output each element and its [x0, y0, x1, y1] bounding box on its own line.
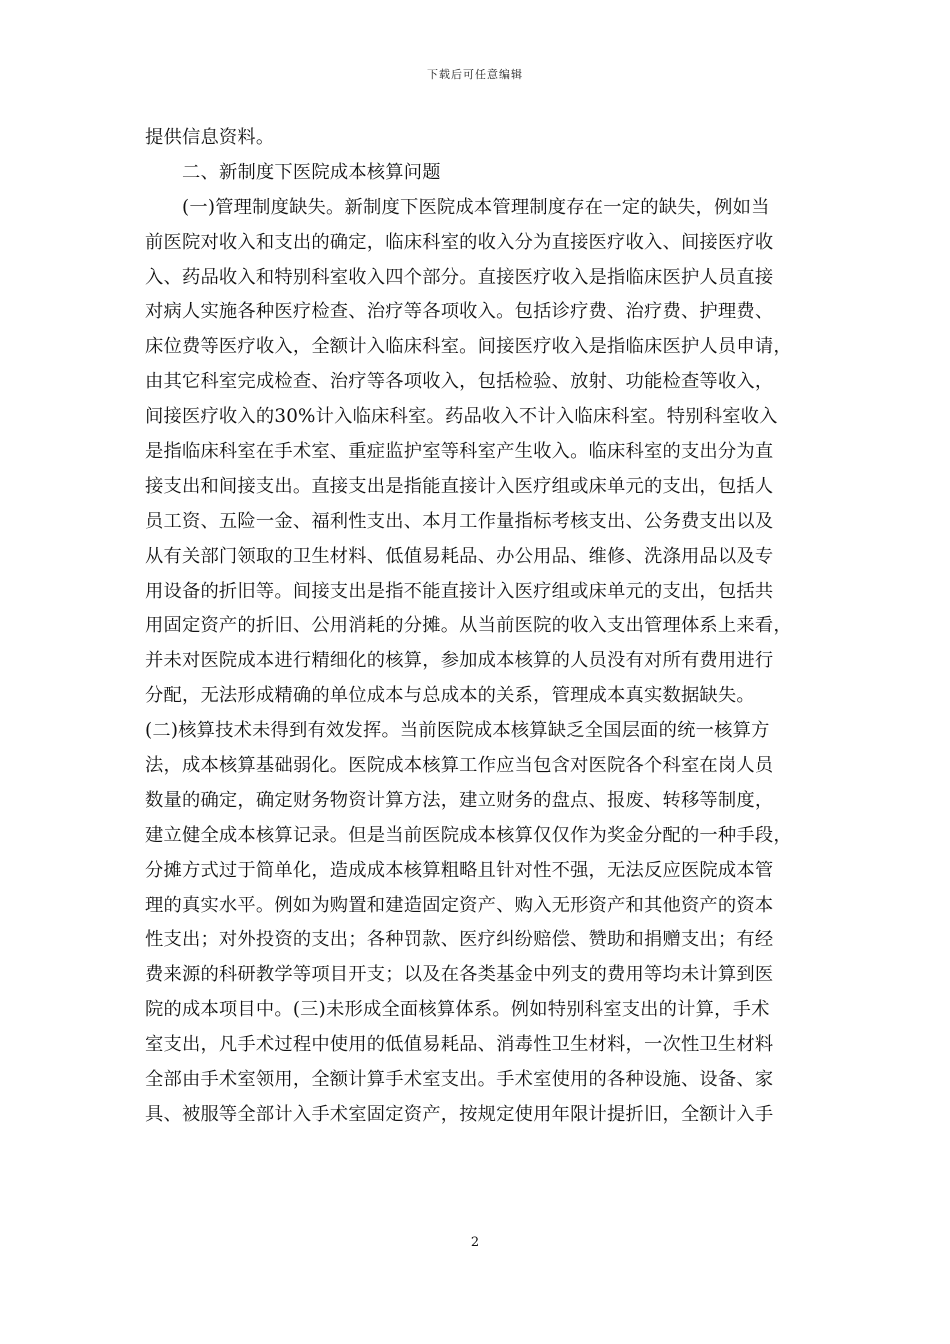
text-line: 建立健全成本核算记录。但是当前医院成本核算仅仅作为奖金分配的一种手段， — [145, 824, 792, 846]
text-line: 提供信息资料。 — [145, 127, 275, 148]
document-body — [145, 121, 812, 1133]
text-line: 全部由手术室领用，全额计算手术室支出。手术室使用的各种设施、设备、家 — [145, 1069, 774, 1091]
text-line: 院的成本项目中。(三)未形成全面核算体系。例如特别科室支出的计算，手术 — [145, 999, 770, 1021]
text-line: 费来源的科研教学等项目开支；以及在各类基金中列支的费用等均未计算到医 — [145, 964, 774, 986]
text-line: 床位费等医疗收入，全额计入临床科室。间接医疗收入是指临床医护人员申请， — [145, 336, 792, 358]
text-line: 具、被服等全部计入手术室固定资产，按规定使用年限计提折旧，全额计入手 — [145, 1103, 774, 1125]
text-line: 间接医疗收入的30%计入临床科室。药品收入不计入临床科室。特别科室收入 — [145, 406, 778, 428]
text-line: 性支出；对外投资的支出；各种罚款、医疗纠纷赔偿、赞助和捐赠支出；有经 — [145, 929, 774, 951]
text-line: 分配，无法形成精确的单位成本与总成本的关系，管理成本真实数据缺失。 — [145, 685, 755, 707]
section-heading: 二、新制度下医院成本核算问题 — [182, 161, 441, 183]
text-line: 员工资、五险一金、福利性支出、本月工作量指标考核支出、公务费支出以及 — [145, 510, 774, 532]
text-line: 入、药品收入和特别科室收入四个部分。直接医疗收入是指临床医护人员直接 — [145, 266, 774, 288]
text-line: 从有关部门领取的卫生材料、低值易耗品、办公用品、维修、洗涤用品以及专 — [145, 545, 774, 567]
text-line: 分摊方式过于简单化，造成成本核算粗略且针对性不强，无法反应医院成本管 — [145, 859, 774, 881]
page-number: 2 — [470, 1235, 480, 1250]
text-line: 由其它科室完成检查、治疗等各项收入，包括检验、放射、功能检查等收入， — [145, 371, 774, 393]
text-line: 用设备的折旧等。间接支出是指不能直接计入医疗组或床单元的支出，包括共 — [145, 580, 774, 602]
text-line: 理的真实水平。例如为购置和建造固定资产、购入无形资产和其他资产的资本 — [145, 894, 774, 916]
text-line: 室支出，凡手术过程中使用的低值易耗品、消毒性卫生材料，一次性卫生材料 — [145, 1034, 774, 1056]
text-line: (二)核算技术未得到有效发挥。当前医院成本核算缺乏全国层面的统一核算方 — [145, 720, 770, 742]
text-line: 并未对医院成本进行精细化的核算，参加成本核算的人员没有对所有费用进行 — [145, 650, 774, 672]
text-line: 法，成本核算基础弱化。医院成本核算工作应当包含对医院各个科室在岗人员 — [145, 755, 774, 777]
text-line: 用固定资产的折旧、公用消耗的分摊。从当前医院的收入支出管理体系上来看， — [145, 615, 792, 637]
text-line: (一)管理制度缺失。新制度下医院成本管理制度存在一定的缺失，例如当 — [182, 196, 770, 218]
text-line: 数量的确定，确定财务物资计算方法，建立财务的盘点、报废、转移等制度， — [145, 789, 774, 811]
text-line: 前医院对收入和支出的确定，临床科室的收入分为直接医疗收入、间接医疗收 — [145, 231, 774, 253]
text-line: 对病人实施各种医疗检查、治疗等各项收入。包括诊疗费、治疗费、护理费、 — [145, 301, 774, 323]
page-header: 下载后可任意编辑 — [427, 68, 523, 81]
text-line: 接支出和间接支出。直接支出是指能直接计入医疗组或床单元的支出，包括人 — [145, 475, 774, 497]
text-line: 是指临床科室在手术室、重症监护室等科室产生收入。临床科室的支出分为直 — [145, 441, 774, 463]
